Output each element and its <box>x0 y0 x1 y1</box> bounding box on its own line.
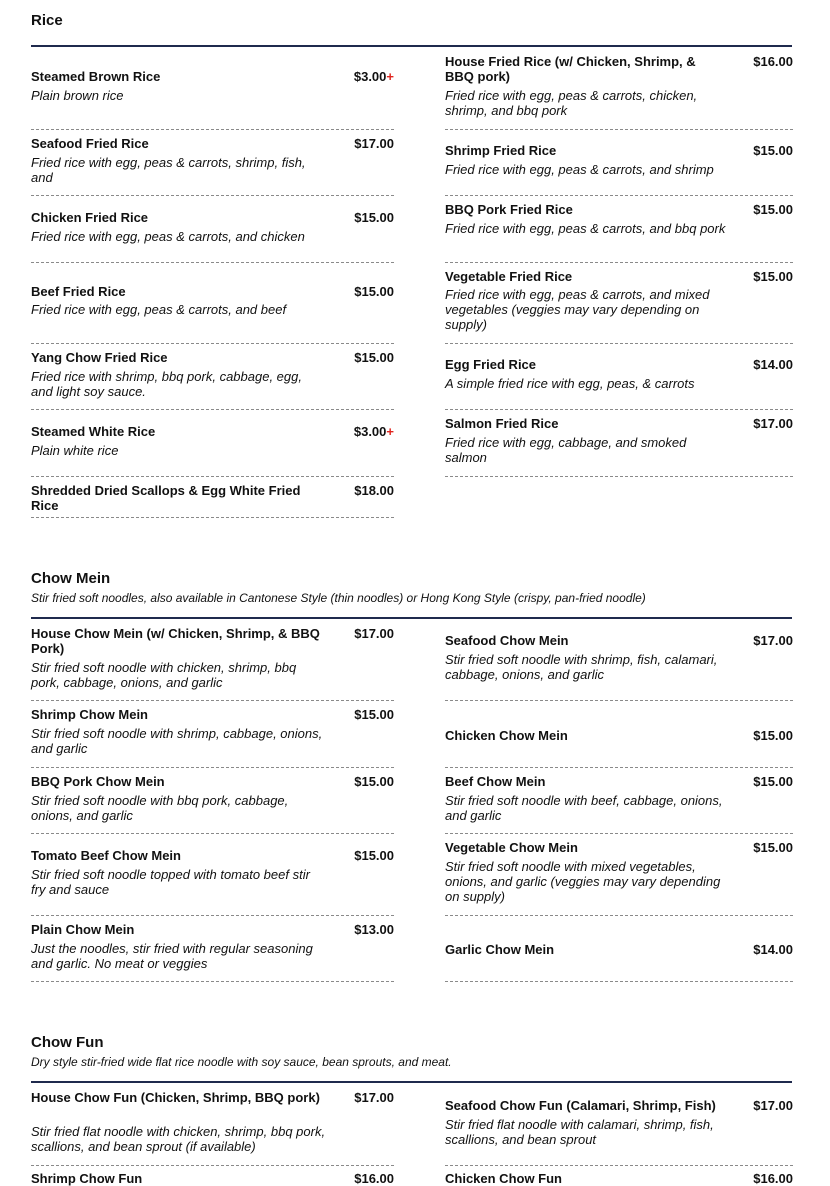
item-description: A simple fried rice with egg, peas, & carrots <box>445 376 695 391</box>
menu-item[interactable] <box>31 344 394 410</box>
menu-item[interactable] <box>31 916 394 982</box>
menu-item[interactable] <box>445 47 793 130</box>
section-subtitle: Dry style stir-fried wide flat rice noodle with soy sauce, bean sprouts, and meat. <box>31 1055 452 1069</box>
item-name: Chicken Chow Mein <box>445 728 568 743</box>
item-description: Stir fried soft noodle with mixed vegetables, onions, and garlic (veggies may vary depending on supply) <box>445 859 721 904</box>
item-name: Garlic Chow Mein <box>445 942 555 957</box>
menu-item[interactable] <box>445 916 793 982</box>
menu-item[interactable] <box>31 196 394 263</box>
menu-item[interactable] <box>445 344 793 410</box>
menu-item[interactable] <box>445 130 793 196</box>
menu-item[interactable] <box>31 47 394 130</box>
item-price: $16.00 <box>753 1171 793 1186</box>
menu-item[interactable] <box>445 768 793 834</box>
menu-item[interactable] <box>31 701 394 768</box>
item-name: Chicken Chow Fun <box>445 1171 562 1186</box>
item-price: $15.00 <box>354 848 394 863</box>
item-price: $13.00 <box>354 922 394 937</box>
item-name: Vegetable Chow Mein <box>445 840 578 855</box>
item-description: Fried rice with egg, peas & carrots, and shrimp <box>445 162 714 177</box>
menu-item[interactable] <box>31 619 394 701</box>
menu-item[interactable] <box>445 263 793 344</box>
item-description: Stir fried soft noodle with bbq pork, cabbage, onions, and garlic <box>31 793 289 823</box>
add-on-plus: + <box>386 69 394 84</box>
section-title-chow-fun: Chow Fun <box>31 1034 104 1051</box>
item-name: Shrimp Fried Rice <box>445 143 557 158</box>
item-description: Plain brown rice <box>31 88 124 103</box>
item-description: Stir fried soft noodle with shrimp, fish, calamari, cabbage, onions, and garlic <box>445 652 718 682</box>
item-price: $15.00 <box>753 269 793 284</box>
item-description: Just the noodles, stir fried with regular seasoning and garlic. No meat or veggies <box>31 941 313 971</box>
item-name: BBQ Pork Chow Mein <box>31 774 165 789</box>
item-name: Shrimp Chow Mein <box>31 707 148 722</box>
item-description: Stir fried soft noodle with chicken, shrimp, bbq pork, cabbage, onions, and garlic <box>31 660 297 690</box>
item-description: Fried rice with shrimp, bbq pork, cabbage, egg, and light soy sauce. <box>31 369 302 399</box>
menu-item[interactable] <box>445 196 793 263</box>
item-description: Fried rice with egg, peas & carrots, chicken, shrimp, and bbq pork <box>445 88 698 118</box>
menu-item[interactable] <box>31 768 394 834</box>
item-name: Seafood Chow Fun (Calamari, Shrimp, Fish) <box>445 1098 716 1113</box>
item-name: Shredded Dried Scallops & Egg White Fried Rice <box>31 483 301 513</box>
add-on-plus: + <box>386 424 394 439</box>
item-description: Fried rice with egg, peas & carrots, shrimp, fish, and <box>31 155 306 185</box>
menu-item[interactable] <box>445 1166 793 1186</box>
item-description: Stir fried flat noodle with chicken, shrimp, bbq pork, scallions, and bean sprout (if available) <box>31 1124 326 1154</box>
item-price: $14.00 <box>753 357 793 372</box>
item-price: $15.00 <box>354 210 394 225</box>
menu-item[interactable] <box>445 1083 793 1166</box>
item-description: Fried rice with egg, peas & carrots, and mixed vegetables (veggies may vary depending on supply) <box>445 287 710 332</box>
item-description: Stir fried flat noodle with calamari, shrimp, fish, scallions, and bean sprout <box>445 1117 714 1147</box>
menu-item[interactable] <box>31 410 394 477</box>
item-description: Fried rice with egg, peas & carrots, and beef <box>31 302 287 317</box>
item-price: $18.00 <box>354 483 394 498</box>
item-price: $15.00 <box>753 202 793 217</box>
item-description: Stir fried soft noodle topped with tomato beef stir fry and sauce <box>31 867 310 897</box>
item-price: $15.00 <box>753 774 793 789</box>
item-price: $15.00 <box>354 284 394 299</box>
item-name: Steamed Brown Rice <box>31 69 161 84</box>
item-price: $17.00 <box>354 626 394 641</box>
section-title-rice: Rice <box>31 12 63 29</box>
item-description: Plain white rice <box>31 443 119 458</box>
item-name: Plain Chow Mein <box>31 922 135 937</box>
item-price: $15.00 <box>354 707 394 722</box>
item-description: Stir fried soft noodle with beef, cabbage, onions, and garlic <box>445 793 723 823</box>
item-description: Fried rice with egg, peas & carrots, and chicken <box>31 229 305 244</box>
menu-item[interactable] <box>445 834 793 916</box>
menu-item[interactable] <box>445 701 793 768</box>
item-price: $15.00 <box>753 143 793 158</box>
menu-item[interactable] <box>31 130 394 196</box>
item-price: $17.00 <box>753 1098 793 1113</box>
item-price: $15.00 <box>354 774 394 789</box>
item-price: $15.00 <box>354 350 394 365</box>
section-title-chow-mein: Chow Mein <box>31 570 111 587</box>
item-name: House Chow Fun (Chicken, Shrimp, BBQ pork) <box>31 1090 320 1105</box>
item-name: Egg Fried Rice <box>445 357 537 372</box>
menu-item[interactable] <box>445 619 793 701</box>
menu-item[interactable] <box>31 477 394 518</box>
item-price: $16.00 <box>753 54 793 69</box>
item-price: $3.00+ <box>353 69 394 84</box>
item-name: Shrimp Chow Fun <box>31 1171 143 1186</box>
item-description: Stir fried soft noodle with shrimp, cabbage, onions, and garlic <box>31 726 323 756</box>
menu-item[interactable] <box>31 834 394 916</box>
item-name: BBQ Pork Fried Rice <box>445 202 573 217</box>
item-name: Seafood Chow Mein <box>445 633 569 648</box>
menu-item[interactable] <box>31 263 394 344</box>
item-name: Salmon Fried Rice <box>445 416 559 431</box>
item-name: Chicken Fried Rice <box>31 210 149 225</box>
item-description: Fried rice with egg, cabbage, and smoked salmon <box>445 435 687 465</box>
item-name: House Fried Rice (w/ Chicken, Shrimp, & BBQ pork) <box>445 54 696 84</box>
item-price: $17.00 <box>354 136 394 151</box>
item-name: Tomato Beef Chow Mein <box>31 848 181 863</box>
item-name: House Chow Mein (w/ Chicken, Shrimp, & BBQ Pork) <box>31 626 320 656</box>
item-price: $14.00 <box>753 942 793 957</box>
item-name: Yang Chow Fried Rice <box>31 350 168 365</box>
item-price: $16.00 <box>354 1171 394 1186</box>
item-price: $17.00 <box>753 416 793 431</box>
item-name: Beef Fried Rice <box>31 284 126 299</box>
item-name: Vegetable Fried Rice <box>445 269 573 284</box>
item-name: Beef Chow Mein <box>445 774 546 789</box>
menu-item[interactable] <box>31 1166 394 1186</box>
item-price: $3.00+ <box>353 424 394 439</box>
item-price: $15.00 <box>753 840 793 855</box>
item-price: $15.00 <box>753 728 793 743</box>
item-price: $17.00 <box>753 633 793 648</box>
item-name: Steamed White Rice <box>31 424 156 439</box>
section-subtitle: Stir fried soft noodles, also available in Cantonese Style (thin noodles) or Hong Kong Style (crispy, pan-fried noodle) <box>31 591 646 605</box>
menu-item[interactable] <box>31 1083 394 1166</box>
item-name: Seafood Fried Rice <box>31 136 149 151</box>
item-description: Fried rice with egg, peas & carrots, and bbq pork <box>445 221 726 236</box>
item-price: $17.00 <box>354 1090 394 1105</box>
menu-item[interactable] <box>445 410 793 477</box>
